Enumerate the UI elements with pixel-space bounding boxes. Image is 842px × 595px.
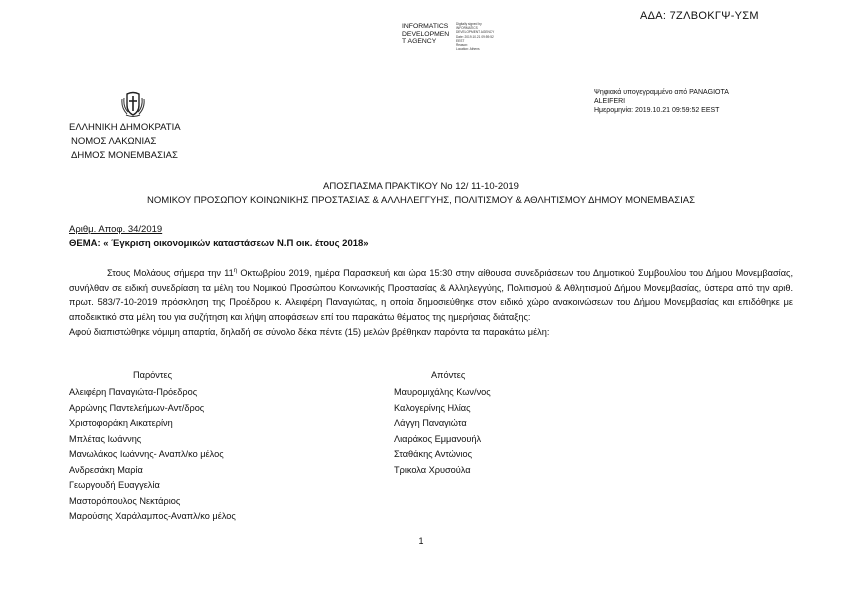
signature-detail-line: Reason: [456,43,468,48]
authority-country: ΕΛΛΗΝΙΚΗ ΔΗΜΟΚΡΑΤΙΑ [69,122,181,133]
signed-by-line: Ημερομηνία: 2019.10.21 09:59:52 EEST [594,107,720,114]
signature-detail-line: Location: Athens [456,47,480,52]
list-item: Αρρώνης Παντελεήμων-Αντ/δρος [69,402,205,413]
signed-by-line: Ψηφιακά υπογεγραμμένο από PANAGIOTA [594,89,729,96]
ada-code: ΑΔΑ: 7ΖΛΒΟΚΓΨ-ΥΣΜ [640,10,759,22]
quorum-paragraph: Αφού διαπιστώθηκε νόμιμη απαρτία, δηλαδή σε σύνολο δέκα πέντε (15) μελών βρέθηκαν παρόντα τα παρακάτω μέλη: [69,326,550,337]
greek-coat-of-arms-icon [119,90,147,118]
list-item: Σταθάκης Αντώνιος [394,449,473,459]
meeting-paragraph-start: Στους Μολάους σήμερα την 11 [107,268,234,278]
list-item: Μαυρομιχάλης Κων/νος [394,387,491,397]
signed-by-line: ALEIFERI [594,98,626,105]
signer-organization-line: T AGENCY [402,38,437,46]
list-item: Λάγγη Παναγιώτα [394,418,467,428]
page-number: 1 [418,536,424,546]
list-item: Τρικολα Χρυσούλα [394,464,471,475]
minutes-title: ΑΠΟΣΠΑΣΜΑ ΠΡΑΚΤΙΚΟΥ Νο 12/ 11-10-2019 [323,181,519,192]
list-item: Αλειφέρη Παναγιώτα-Πρόεδρος [69,387,198,397]
absent-header: Απόντες [431,370,466,380]
issuing-authority [69,121,181,163]
list-item: Μπλέτας Ιωάννης [69,433,142,444]
entity-title: ΝΟΜΙΚΟΥ ΠΡΟΣΩΠΟΥ ΚΟΙΝΩΝΙΚΗΣ ΠΡΟΣΤΑΣΙΑΣ & ΑΛΛΗΛΕΓΓΥΗΣ, ΠΟΛΙΤΙΣΜΟΥ & ΑΘΛΗΤΙΣΜΟΥ ΔΗΜΟΥ ΜΟΝΕΜΒΑΣΙΑΣ [147,195,695,206]
decision-number: Αριθμ. Αποφ. 34/2019 [69,224,163,235]
minutes-body [69,266,793,340]
list-item: Μαστορόπουλος Νεκτάριος [69,495,181,506]
signature-detail-line: EEST [456,38,465,43]
absent-members-list [394,385,491,478]
present-header: Παρόντες [133,370,173,380]
authority-prefecture: ΝΟΜΟΣ ΛΑΚΩΝΙΑΣ [71,136,157,147]
list-item: Ανδρεσάκη Μαρία [69,464,143,475]
list-item: Γεωργουδή Ευαγγελία [69,480,160,490]
present-members-list [69,385,236,525]
signature-detail-line: Date: 2019.10.21 09:59:52 [456,34,494,39]
digital-signature-details [456,22,494,51]
signature-detail-line: DEVELOPMENT AGENCY [456,30,495,35]
decision-header [69,223,369,251]
meeting-paragraph-rest: Οκτωβρίου 2019, ημέρα Παρασκευή και ώρα 15:30 στην αίθουσα συνεδριάσεων του Δημοτικού Συμβουλίου του Δήμου Μονεμβασίας, συνήλθαν σε ειδική συνεδρίαση τα μέλη του Νομικού Προσώπου Κοινωνικής Προστασίας & Αλληλεγγύης, Πολιτισμού & Αθλητισμού Δήμου Μονεμβασίας, ύστερα από την αριθ. πρωτ. 583/7-10-2019 πρόσκληση της Προέδρου κ. Αλειφέρη Παναγιώτας, η οποία δημοσιεύθηκε στον ειδικό χώρο ανακοινώσεων του Δήμου Μονεμβασίας και επιδόθηκε με αποδεικτικό στα μέλη του για συζήτηση και λήψη αποφάσεων επί του παρακάτω θέματος της ημερήσιας διάταξης: [69,268,793,323]
signature-detail-line: INFORMATICS [456,26,478,31]
signed-by-block [594,88,729,115]
authority-municipality: ΔΗΜΟΣ ΜΟΝΕΜΒΑΣΙΑΣ [71,150,178,161]
list-item: Μανωλάκος Ιωάννης- Αναπλ/κο μέλος [69,449,224,459]
list-item: Μαρούσης Χαράλαμπος-Αναπλ/κο μέλος [69,511,236,521]
signer-organization [402,23,449,46]
signer-organization-line: DEVELOPMEN [402,30,450,38]
document-title [0,180,842,208]
list-item: Χριστοφοράκη Αικατερίνη [69,418,173,428]
ordinal-suffix: η [233,267,238,274]
list-item: Καλογερίνης Ηλίας [394,402,471,413]
list-item: Λιαράκος Εμμανουήλ [394,433,482,444]
meeting-paragraph [69,266,793,325]
signer-organization-line: INFORMATICS [402,23,449,30]
signature-detail-line: Digitally signed by [456,22,482,26]
decision-subject: ΘΕΜΑ: « Έγκριση οικονομικών καταστάσεων Ν.Π οικ. έτους 2018» [69,238,369,249]
